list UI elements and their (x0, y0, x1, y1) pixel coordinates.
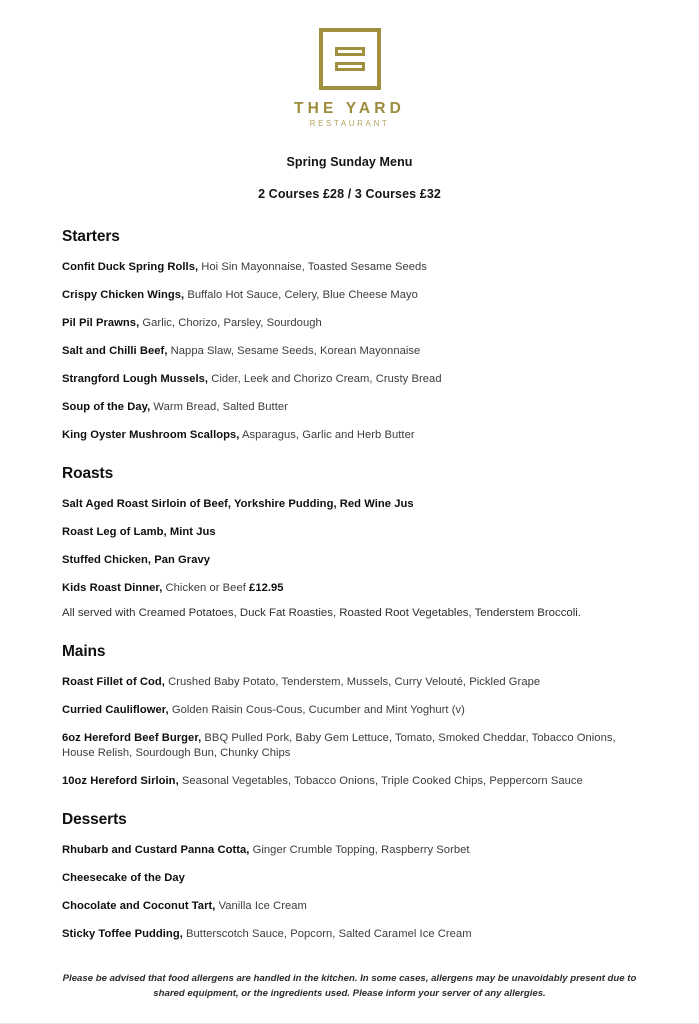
menu-item (62, 731, 637, 761)
menu-item-name: Strangford Lough Mussels, (62, 372, 209, 385)
menu-item (62, 288, 637, 303)
menu-item-name: Crispy Chicken Wings, (62, 288, 185, 301)
menu-item (62, 316, 637, 331)
menu-item (62, 899, 637, 914)
logo-bar-top (335, 47, 365, 56)
menu-item-description: Hoi Sin Mayonnaise, Toasted Sesame Seeds (198, 260, 427, 273)
allergen-disclaimer: Please be advised that food allergens are handled in the kitchen. In some cases, allergens may be unavoidably present due to shared equipment, or the ingredients used. Please inform your server of any allergies. (62, 973, 637, 999)
menu-item-description: Vanilla Ice Cream (215, 900, 307, 913)
menu-item (62, 428, 637, 443)
menu-item (62, 774, 637, 789)
menu-item-name: Pil Pil Prawns, (62, 316, 140, 329)
menu-item-name: Roast Leg of Lamb, Mint Jus (62, 525, 216, 538)
menu-item-name: Stuffed Chicken, Pan Gravy (62, 553, 211, 566)
menu-item-name: Confit Duck Spring Rolls, (62, 260, 199, 273)
menu-item-description: BBQ Pulled Pork, Baby Gem Lettuce, Tomato, Smoked Cheddar, Tobacco Onions, House Relish, Sourdough Bun, Chunky Chips (62, 732, 616, 760)
menu-item (62, 260, 637, 275)
menu-item-description: Ginger Crumble Topping, Raspberry Sorbet (249, 844, 470, 857)
logo-bar-bottom (335, 62, 365, 71)
menu-item-description: Chicken or Beef (162, 581, 250, 594)
menu-item-description: Nappa Slaw, Sesame Seeds, Korean Mayonnaise (167, 344, 421, 357)
menu-item-description: Asparagus, Garlic and Herb Butter (239, 428, 415, 441)
brand-name: THE YARD (293, 100, 406, 117)
menu-item-description: Butterscotch Sauce, Popcorn, Salted Caramel Ice Cream (182, 928, 472, 941)
menu-item-name: Salt Aged Roast Sirloin of Beef, Yorkshire Pudding, Red Wine Jus (62, 497, 414, 510)
menu-item (62, 703, 637, 718)
menu-item (62, 871, 637, 886)
section-title: Desserts (62, 811, 127, 829)
menu-item-name: Cheesecake of the Day (62, 872, 185, 885)
menu-item-price: £12.95 (249, 581, 284, 594)
section-title: Mains (62, 643, 106, 661)
menu-section (62, 465, 637, 621)
menu-item-name: Soup of the Day, (62, 400, 151, 413)
menu-item-description: Cider, Leek and Chorizo Cream, Crusty Bread (208, 372, 442, 385)
section-title: Roasts (62, 464, 114, 482)
menu-item-description: Golden Raisin Cous-Cous, Cucumber and Mint Yoghurt (v) (168, 704, 465, 717)
menu-item-name: King Oyster Mushroom Scallops, (62, 428, 240, 441)
menu-item-description: Garlic, Chorizo, Parsley, Sourdough (139, 316, 322, 329)
section-title: Starters (62, 227, 120, 245)
menu-item (62, 525, 637, 540)
brand-header (0, 0, 699, 129)
menu-item (62, 843, 637, 858)
menu-item-description: Seasonal Vegetables, Tobacco Onions, Triple Cooked Chips, Peppercorn Sauce (178, 775, 583, 788)
menu-item (62, 372, 637, 387)
menu-item (62, 581, 637, 596)
menu-item (62, 675, 637, 690)
menu-section (62, 643, 637, 789)
menu-title: Spring Sunday Menu (286, 154, 413, 169)
menu-item-name: Salt and Chilli Beef, (62, 344, 168, 357)
menu-item-description: Buffalo Hot Sauce, Celery, Blue Cheese Mayo (184, 288, 418, 301)
menu-header (0, 155, 699, 201)
menu-item-name: 6oz Hereford Beef Burger, (62, 732, 202, 745)
menu-item-name: Curried Cauliflower, (62, 704, 169, 717)
menu-section (62, 228, 637, 443)
menu-item-name: Rhubarb and Custard Panna Cotta, (62, 844, 250, 857)
yard-square-logo-icon (319, 28, 381, 90)
menu-item-name: Roast Fillet of Cod, (62, 676, 165, 689)
menu-item-name: Kids Roast Dinner, (62, 581, 163, 594)
menu-item (62, 927, 637, 942)
menu-item (62, 497, 637, 512)
menu-section (62, 811, 637, 942)
menu-item (62, 344, 637, 359)
brand-subtitle: RESTAURANT (309, 119, 390, 129)
menu-item (62, 553, 637, 568)
menu-item-description: Crushed Baby Potato, Tenderstem, Mussels, Curry Velouté, Pickled Grape (164, 676, 541, 689)
menu-sections (0, 228, 699, 942)
menu-item (62, 400, 637, 415)
menu-item-description: Warm Bread, Salted Butter (150, 400, 288, 413)
menu-item-name: 10oz Hereford Sirloin, (62, 775, 179, 788)
section-note: All served with Creamed Potatoes, Duck Fat Roasties, Roasted Root Vegetables, Tenderstem Broccoli. (62, 606, 581, 619)
menu-item-name: Chocolate and Coconut Tart, (62, 900, 216, 913)
menu-price-line: 2 Courses £28 / 3 Courses £32 (258, 186, 441, 201)
menu-item-name: Sticky Toffee Pudding, (62, 928, 183, 941)
